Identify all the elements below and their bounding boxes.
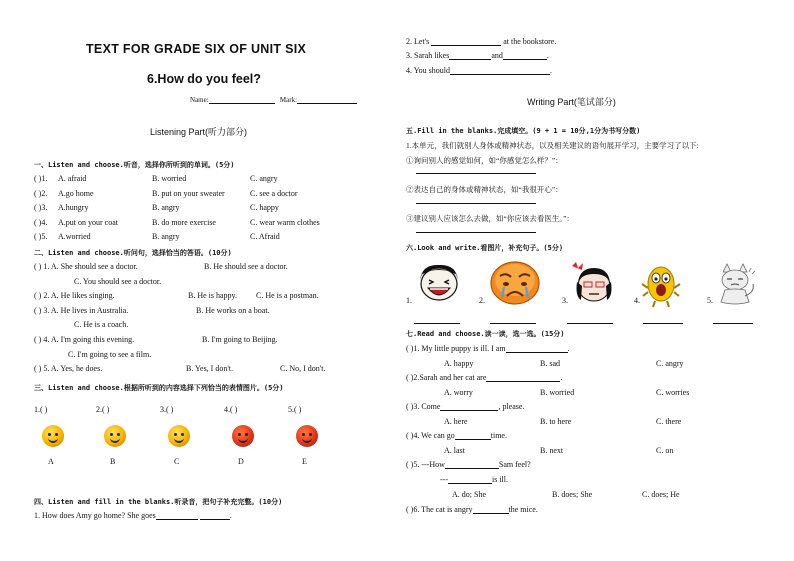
- section-5-item-c: ③建议别人应该怎么去做，如“你应该去看医生。”：: [406, 214, 574, 223]
- option-b: B. put on your sweater: [152, 188, 225, 198]
- option-a: A.hungry: [58, 203, 89, 212]
- writing-part-heading: Writing Part(笔试部分): [527, 97, 616, 107]
- answer-line[interactable]: [416, 173, 536, 174]
- option-c: C. worries: [656, 388, 690, 397]
- question-line-2: [440, 475, 508, 484]
- option-c: C. does; He: [642, 490, 680, 499]
- q2-text: 2. Let's: [406, 37, 430, 46]
- answer-line[interactable]: [416, 203, 536, 204]
- option-b: B. angry: [152, 203, 180, 212]
- option-a: A. worry: [444, 388, 473, 397]
- answer-blank[interactable]: [450, 74, 550, 75]
- emotion-face-icon: [296, 425, 318, 447]
- pic-number: 3.: [562, 296, 568, 305]
- option-a: A. happy: [444, 359, 474, 368]
- option-b: B. next: [540, 446, 564, 455]
- pic-number: 1.: [406, 296, 412, 305]
- section-5-intro: 1.本单元，我们就别人身体或精神状态，以及相关建议的语句展开学习，主要学习了以下:: [406, 141, 699, 150]
- choice-paren: 5.( ): [288, 405, 302, 414]
- question-end: is ill.: [492, 475, 509, 484]
- option-b: B. Yes, I don't.: [186, 364, 234, 373]
- option-c: C. I'm going to see a film.: [68, 350, 152, 359]
- answer-blank[interactable]: [486, 381, 560, 382]
- emotion-face-icon: [168, 425, 190, 447]
- option-b: B. He is happy.: [188, 291, 238, 300]
- answer-line[interactable]: [490, 323, 536, 324]
- question-line: ( )1. My little puppy is ill. I am .: [406, 344, 570, 353]
- section-4-q2: [406, 37, 556, 46]
- option-a: A. afraid: [58, 174, 87, 183]
- section-5-item-b: ②表达自己的身体或精神状态，如“我很开心”：: [406, 185, 563, 194]
- mark-label: Mark:: [279, 96, 298, 104]
- option-c: C. angry: [656, 359, 684, 368]
- option-b: B. He works on a boat.: [196, 306, 270, 315]
- answer-line[interactable]: [713, 323, 753, 324]
- option-b: B. He should see a doctor.: [204, 262, 288, 271]
- option-c: C. there: [656, 417, 682, 426]
- answer-line[interactable]: [643, 323, 683, 324]
- option-b: B. angry: [152, 232, 180, 241]
- emotion-face-icon: [104, 425, 126, 447]
- question-line: [406, 431, 507, 440]
- answer-blank[interactable]: [506, 352, 568, 353]
- option-c: C. Afraid: [250, 232, 280, 241]
- question-line: ( )2.Sarah and her cat are .: [406, 373, 563, 382]
- choice-paren: 2.( ): [96, 405, 110, 414]
- choice-paren: 1.( ): [34, 405, 48, 414]
- answer-line[interactable]: [416, 232, 536, 233]
- answer-blank[interactable]: [445, 468, 499, 469]
- question-text: ( )6. The cat is angry: [406, 505, 473, 514]
- answer-blank[interactable]: [440, 410, 498, 411]
- crying-face-icon: [488, 260, 542, 308]
- pic-number: 5.: [707, 296, 713, 305]
- question-text: ( )5. ---How: [406, 460, 445, 469]
- name-label: Name:: [190, 96, 209, 104]
- answer-blank[interactable]: [473, 513, 509, 514]
- choice-paren: 3.( ): [160, 405, 174, 414]
- option-b: B. does; She: [552, 490, 593, 499]
- option-letter: A: [48, 457, 54, 466]
- section-4-heading: 四、Listen and fill in the blanks.听录音，把句子补充完整。(10分): [34, 498, 283, 506]
- angry-girl-icon: [570, 262, 614, 304]
- answer-blank[interactable]: [431, 45, 501, 46]
- option-c: C. angry: [250, 174, 278, 183]
- question-text: ( )1. My little puppy is ill. I am: [406, 344, 506, 353]
- section-2-heading: 二、Listen and choose.听问句，选择恰当的答语。(10分): [34, 249, 232, 257]
- choice-paren: 4.( ): [224, 405, 238, 414]
- option-c: C. No, I don't.: [280, 364, 326, 373]
- question-line: ( ) 5. A. Yes, he does.: [34, 364, 103, 373]
- pic-number: 2.: [479, 296, 485, 305]
- question-text: ( )2.Sarah and her cat are: [406, 373, 487, 382]
- section-1-heading: 一、Listen and choose.听音，选择你所听到的单词。(5分): [34, 161, 235, 169]
- question-end: time.: [490, 431, 507, 440]
- section-5-item-a: ①询问别人的感觉如何，如“你感觉怎么样？”：: [406, 156, 563, 165]
- unit-subtitle: 6.How do you feel?: [147, 72, 261, 86]
- option-a: A.go home: [58, 188, 94, 198]
- answer-line[interactable]: [414, 323, 460, 324]
- option-c: C. happy: [250, 203, 279, 212]
- name-field[interactable]: [209, 103, 275, 104]
- answer-line[interactable]: [567, 323, 613, 324]
- answer-blank[interactable]: [449, 59, 491, 60]
- name-mark-row: [190, 96, 357, 104]
- section-4-q4: 4. You should .: [406, 66, 553, 75]
- option-b: B. sad: [540, 359, 560, 368]
- section-7-heading: 七.Read and choose.读一读，选一选。(15分): [406, 330, 565, 338]
- q1-text: 1. How does Amy go home? She goes: [34, 511, 156, 520]
- answer-blank[interactable]: [455, 439, 491, 440]
- option-a: A.worried: [58, 232, 91, 241]
- choice-paren: ( )2.: [34, 188, 48, 198]
- q3-text: 3. Sarah likes: [406, 51, 450, 60]
- choice-paren: ( )4.: [34, 217, 48, 227]
- option-b: B. worried: [152, 174, 187, 183]
- option-b: B. worried: [540, 388, 575, 397]
- choice-paren: ( )5.: [34, 232, 48, 241]
- question-line: ( ) 1. A. She should see a doctor.: [34, 262, 138, 271]
- section-4-q1: 1. How does Amy go home? She goes .: [34, 511, 232, 520]
- answer-blank[interactable]: [200, 519, 230, 520]
- question-line: ( ) 2. A. He likes singing.: [34, 291, 115, 300]
- question-text: ---: [440, 475, 448, 484]
- option-b: B. to here: [540, 417, 572, 426]
- question-line: ( ) 3. A. He lives in Australia.: [34, 306, 129, 315]
- answer-blank[interactable]: [448, 483, 492, 484]
- question-text: ( )4. We can go: [406, 431, 455, 440]
- emotion-face-icon: [232, 425, 254, 447]
- question-line: [406, 402, 524, 411]
- option-letter: B: [110, 457, 116, 466]
- option-letter: D: [238, 457, 244, 466]
- question-end: , please.: [498, 402, 525, 411]
- pic-number: 4.: [634, 296, 640, 305]
- option-a: A. last: [444, 446, 465, 455]
- option-c: C. on: [656, 446, 674, 455]
- option-letter: C: [174, 457, 180, 466]
- answer-blank[interactable]: [156, 519, 198, 520]
- answer-blank[interactable]: [503, 59, 547, 60]
- question-end: Sam feel?: [498, 460, 531, 469]
- scared-egg-icon: [641, 262, 681, 308]
- option-b: B. I'm going to Beijing.: [202, 335, 278, 344]
- q4-text: 4. You should: [406, 66, 451, 75]
- tired-cat-icon: [713, 262, 757, 306]
- option-a: A. do; She: [452, 490, 486, 499]
- section-4-q3: 3. Sarah likes and .: [406, 51, 549, 60]
- option-c: C. wear warm clothes: [250, 217, 320, 227]
- option-a: A.put on your coat: [58, 217, 118, 227]
- laughing-boy-icon: [416, 262, 462, 302]
- option-c: C. He is a postman.: [256, 291, 319, 300]
- option-c: C. You should see a doctor.: [74, 277, 162, 286]
- question-line: ( ) 4. A. I'm going this evening.: [34, 335, 135, 344]
- option-c: C. see a doctor: [250, 188, 298, 198]
- option-c: C. He is a coach.: [74, 320, 129, 329]
- choice-paren: ( )3.: [34, 203, 48, 212]
- question-end: the mice.: [508, 505, 538, 514]
- choice-paren: ( )1.: [34, 174, 48, 183]
- listening-part-heading: Listening Part(听力部分): [150, 127, 248, 137]
- question-line: [406, 505, 538, 514]
- emotion-face-icon: [42, 425, 64, 447]
- section-5-heading: 五.Fill in the blanks.完成填空。(9 + 1 = 10分,1分为书写分数): [406, 127, 641, 135]
- q3-and: and: [491, 51, 503, 60]
- option-b: B. do more exercise: [152, 217, 216, 227]
- option-a: A. here: [444, 417, 468, 426]
- option-letter: E: [302, 457, 307, 466]
- mark-field[interactable]: [297, 103, 357, 104]
- question-text: ( )3. Come: [406, 402, 441, 411]
- question-line: [406, 460, 531, 469]
- page-title: TEXT FOR GRADE SIX OF UNIT SIX: [86, 42, 307, 56]
- q2-end: at the bookstore.: [503, 37, 557, 46]
- section-3-heading: 三、Listen and choose.根据所听到的内容选择下列恰当的表情图片。(5分): [34, 384, 284, 392]
- section-6-heading: 六.Look and write.看图片，补充句子。(5分): [406, 244, 564, 252]
